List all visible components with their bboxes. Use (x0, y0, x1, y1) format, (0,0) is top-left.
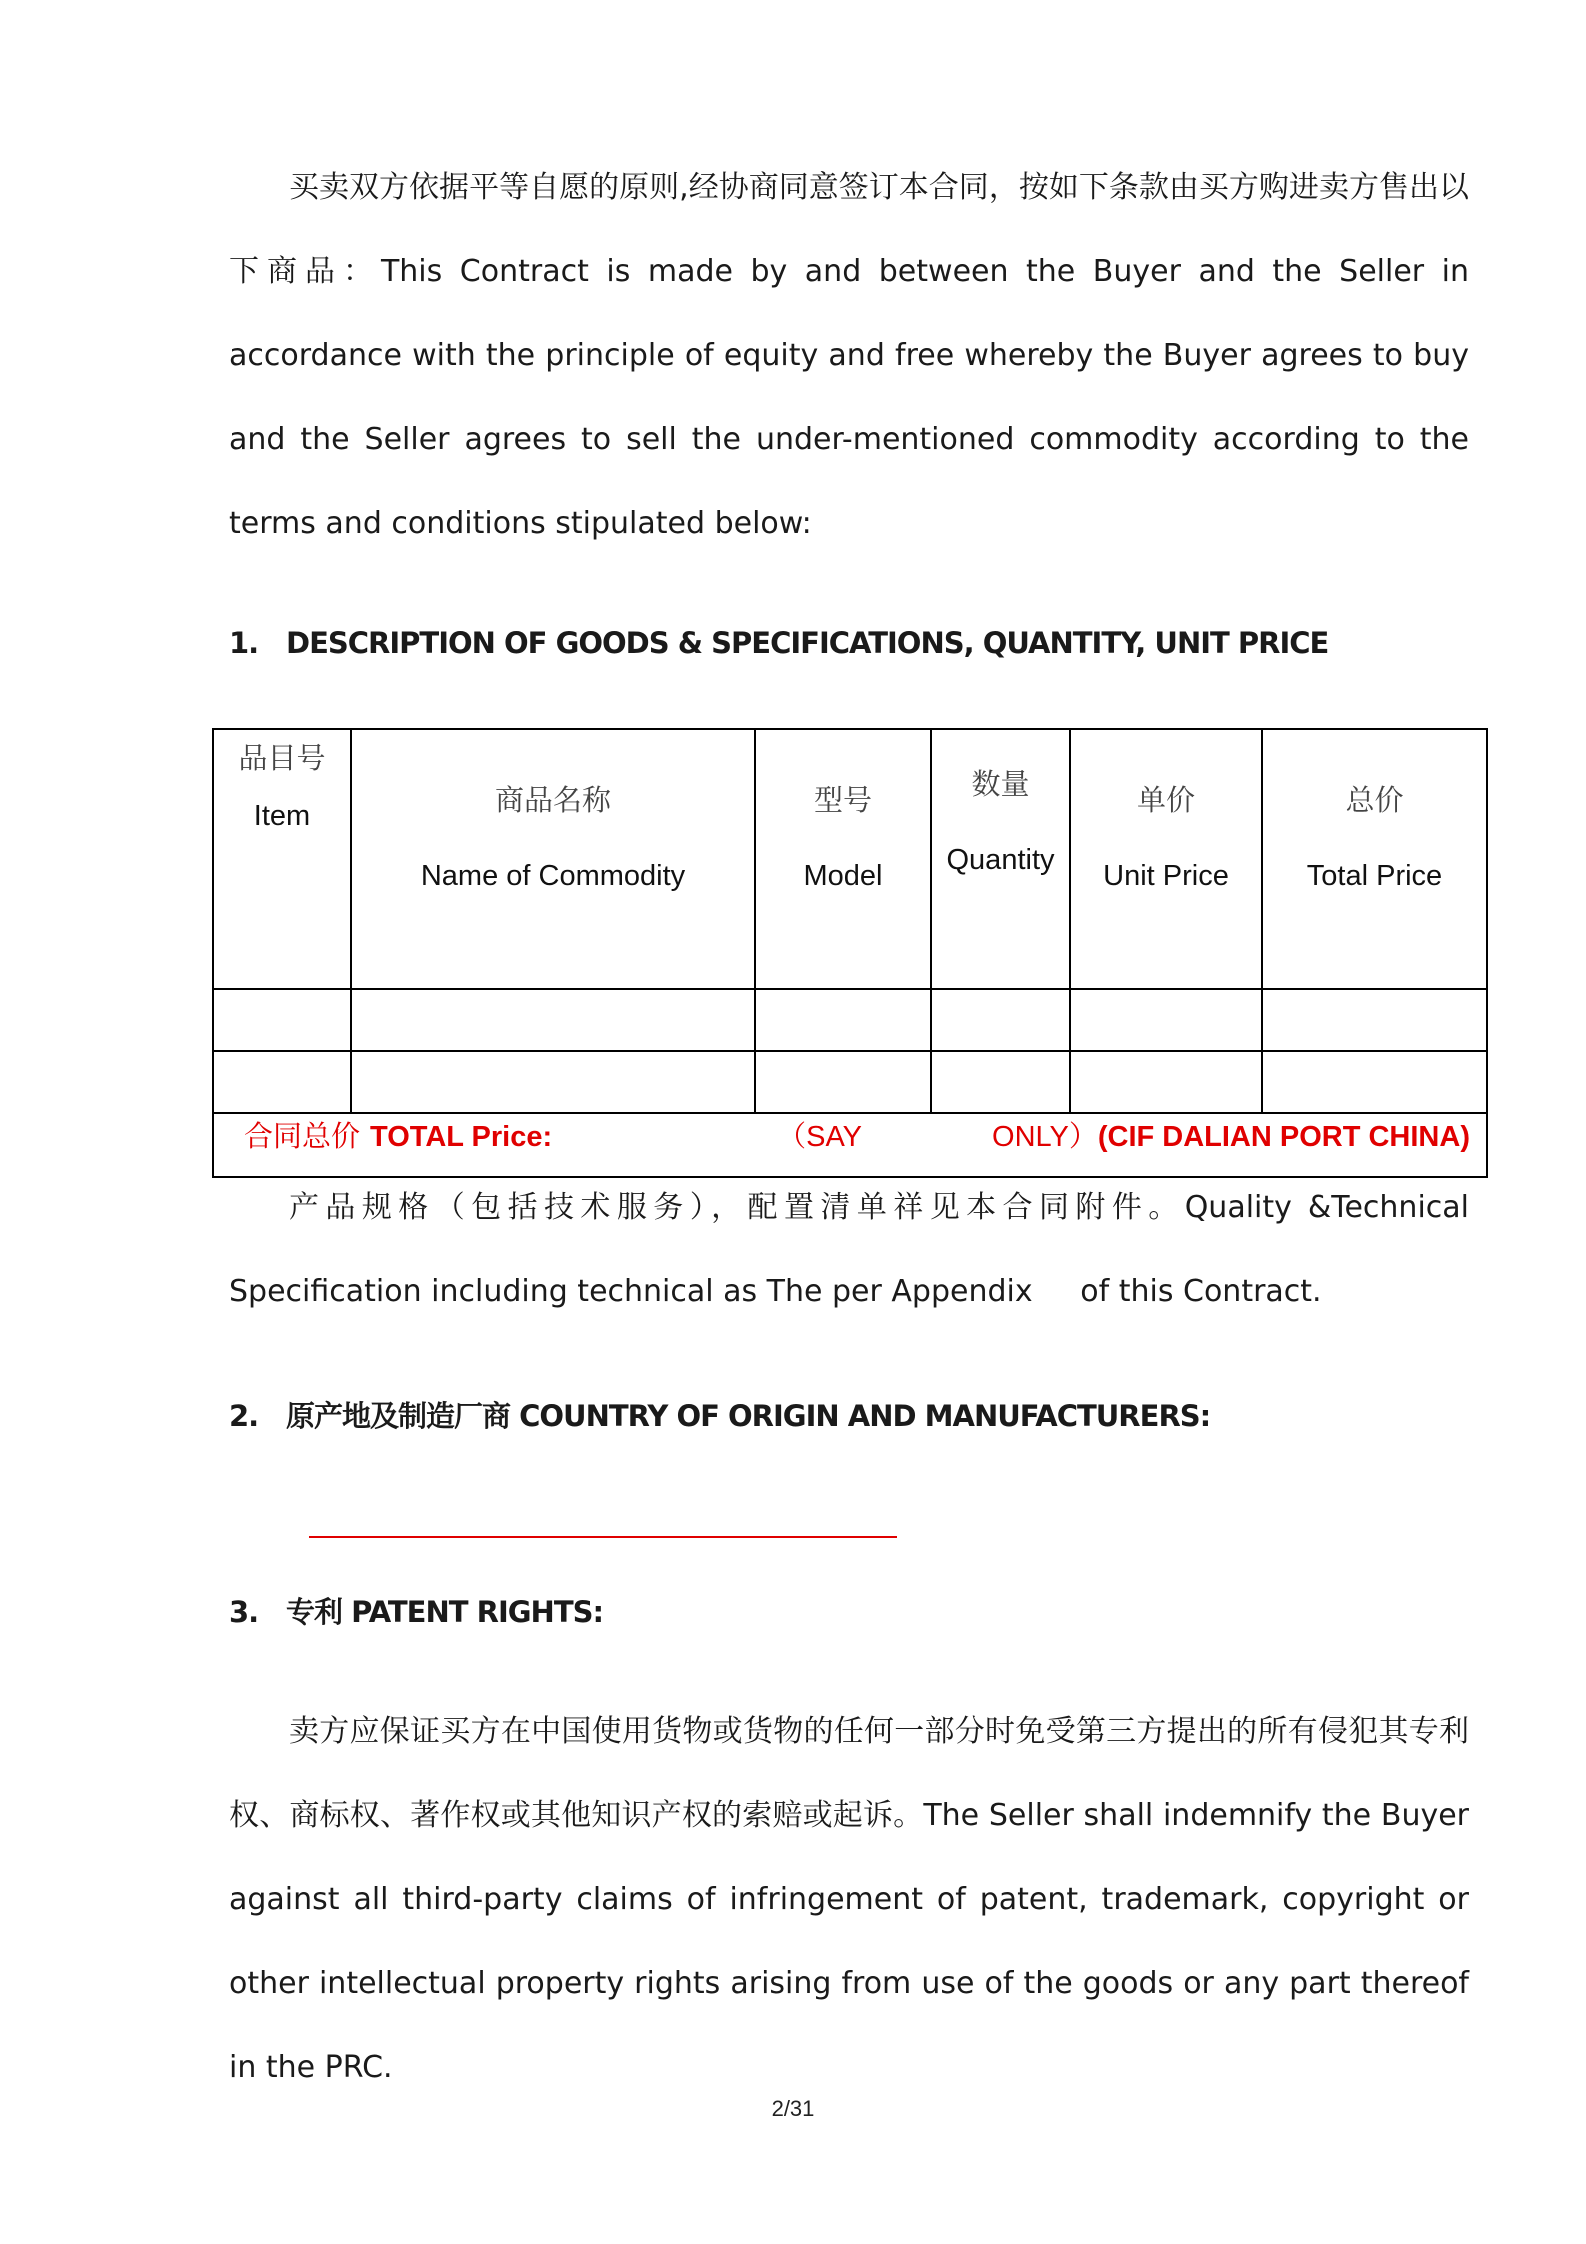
table-cell[interactable] (931, 1051, 1070, 1113)
total-price-zh: 合同总价 (244, 1119, 361, 1153)
section-2-title: 原产地及制造厂商 COUNTRY OF ORIGIN AND MANUFACTURERS: (286, 1399, 1211, 1433)
intro-en: This Contract is made by and between the Buyer and the Seller in accordance with the principle of equity and free whereby the Buyer agrees to buy and the Seller agrees to sell the under-mentioned commodity according to the terms and conditions stipulated below: (229, 254, 1469, 541)
total-price-label: TOTAL Price: (370, 1121, 553, 1153)
section-1-title: DESCRIPTION OF GOODS & SPECIFICATIONS, QUANTITY, UNIT PRICE (286, 626, 1329, 660)
total-terms: (CIF DALIAN PORT CHINA) (1097, 1121, 1470, 1153)
total-say: （SAY (777, 1121, 863, 1153)
manufacturer-fill-line[interactable] (309, 1536, 897, 1538)
section-2-heading (229, 1394, 1210, 1435)
header-model: 型号 Model (755, 729, 931, 989)
total-only: ONLY） (992, 1121, 1098, 1153)
intro-zh: 买卖双方依据平等自愿的原则,经协商同意签订本合同，按如下条款由买方购进卖方售出以下商品： (229, 170, 1469, 289)
header-name-of-commodity: 商品名称 Name of Commodity (351, 729, 755, 989)
specification-paragraph (229, 1166, 1479, 1334)
header-quantity: 数量 Quantity (931, 729, 1070, 989)
section-1-number: 1. (229, 626, 259, 660)
table-cell[interactable] (1070, 989, 1262, 1051)
section-3-heading (229, 1590, 603, 1631)
table-cell[interactable] (213, 989, 351, 1051)
table-row (213, 1051, 1487, 1113)
spec-en: Quality &Technical Specification including technical as The per Appendix of this Contract. (229, 1190, 1479, 1309)
header-unit-price: 单价 Unit Price (1070, 729, 1262, 989)
table-header-row (213, 729, 1487, 989)
table-cell[interactable] (755, 989, 931, 1051)
patent-zh: 卖方应保证买方在中国使用货物或货物的任何一部分时免受第三方提出的所有侵犯其专利权、商标权、著作权或其他知识产权的索赔或起诉。 (229, 1714, 1469, 1833)
patent-paragraph (229, 1690, 1469, 2110)
section-3-number: 3. (229, 1595, 259, 1629)
table-cell[interactable] (1262, 989, 1487, 1051)
header-total-price: 总价 Total Price (1262, 729, 1487, 989)
section-3-title: 专利 PATENT RIGHTS: (286, 1595, 604, 1629)
table-cell[interactable] (1262, 1051, 1487, 1113)
patent-en: The Seller shall indemnify the Buyer against all third-party claims of infringement of patent, trademark, copyright or other intellectual property rights arising from use of the goods or any part thereof in the PRC. (229, 1798, 1470, 2085)
section-1-heading (229, 626, 1328, 660)
table-row (213, 989, 1487, 1051)
table-cell[interactable] (213, 1051, 351, 1113)
table-cell[interactable] (1070, 1051, 1262, 1113)
header-item: 品目号 Item (213, 729, 351, 989)
spec-zh: 产品规格（包括技术服务），配置清单祥见本合同附件。 (289, 1190, 1185, 1225)
page-number: 2/31 (771, 2096, 815, 2121)
table-cell[interactable] (931, 989, 1070, 1051)
intro-paragraph (229, 146, 1469, 566)
goods-table (212, 728, 1488, 1178)
table-cell[interactable] (351, 989, 755, 1051)
table-cell[interactable] (351, 1051, 755, 1113)
section-2-number: 2. (229, 1399, 259, 1433)
table-cell[interactable] (755, 1051, 931, 1113)
